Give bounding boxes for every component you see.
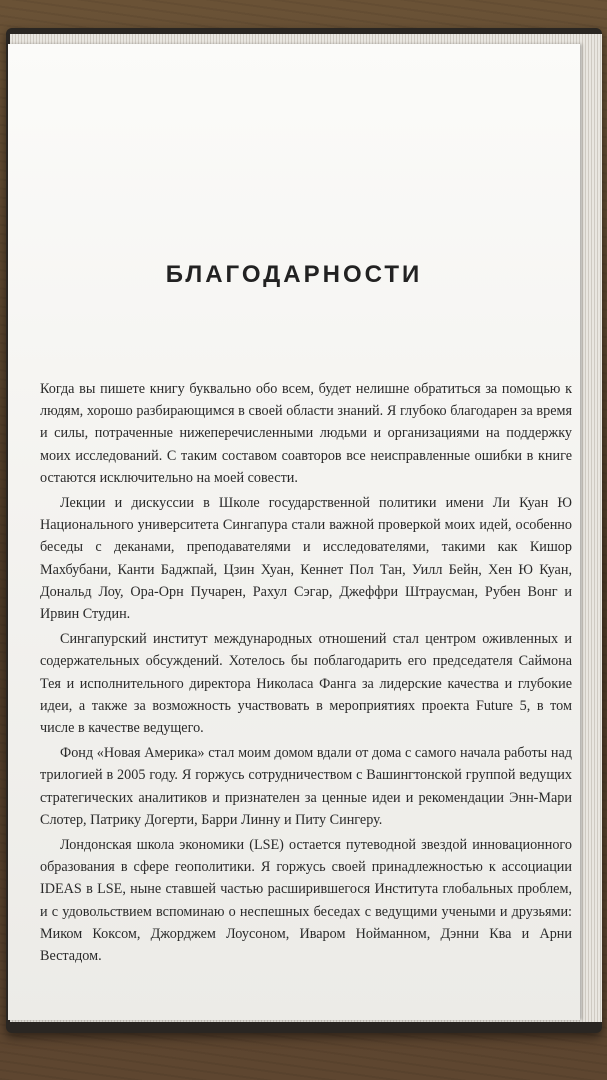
paragraph: Когда вы пишете книгу буквально обо всем, будет нелишне обратиться за помощью к людям, хорошо разбирающимся в своей области знаний. Я глубоко благодарен за время и силы, потраченные нижеперечисленными людьми и организациями на поддержку моих исследований. С таким составом соавторов все неисправленные ошибки в книге остаются исключительно на моей совести. — [40, 381, 572, 486]
page-title: БЛАГОДАРНОСТИ — [165, 261, 423, 288]
paragraph: Фонд «Новая Америка» стал моим домом вдали от дома с самого начала работы над трилогией в 2005 году. Я горжусь сотрудничеством с Вашингтонской группой ведущих стратегических аналитиков и признателен за ценные идеи и рекомендации Энн-Мари Слотер, Патрику Догерти, Барри Линну и Питу Сингеру. — [40, 745, 572, 828]
book-page — [8, 44, 580, 1020]
body-text — [40, 378, 572, 970]
paragraph: Лекции и дискуссии в Школе государственной политики имени Ли Куан Ю Национального университета Сингапура стали важной проверкой моих идей, особенно беседы с деканами, преподавателями и исследователями, такими как Кишор Махбубани, Канти Баджпай, Цзин Хуан, Кеннет Пол Тан, Уилл Бейн, Хен Ю Куан, Дональд Лоу, Ора-Орн Пучарен, Рахул Сэгар, Джеффри Штраусман, Рубен Вонг и Ирвин Студин. — [40, 495, 572, 623]
paragraph: Сингапурский институт международных отношений стал центром оживленных и содержательных обсуждений. Хотелось бы поблагодарить его председателя Саймона Тея и исполнительного директора Николаса Фанга за лидерские качества и глубокие идеи, а также за возможность участвовать в мероприятиях проекта Future 5, в том числе в качестве ведущего. — [40, 631, 572, 737]
paragraph: Лондонская школа экономики (LSE) остается путеводной звездой инновационного образования в сфере геополитики. Я горжусь своей принадлежностью к ассоциации IDEAS в LSE, ныне ставшей частью расширившегося Института глобальных проблем, и с удовольствием вспоминаю о неспешных беседах с ведущими учеными и друзьями: Миком Коксом, Джорджем Лоусоном, Иваром Нойманном, Дэнни Ква и Арни Вестадом. — [40, 837, 572, 965]
